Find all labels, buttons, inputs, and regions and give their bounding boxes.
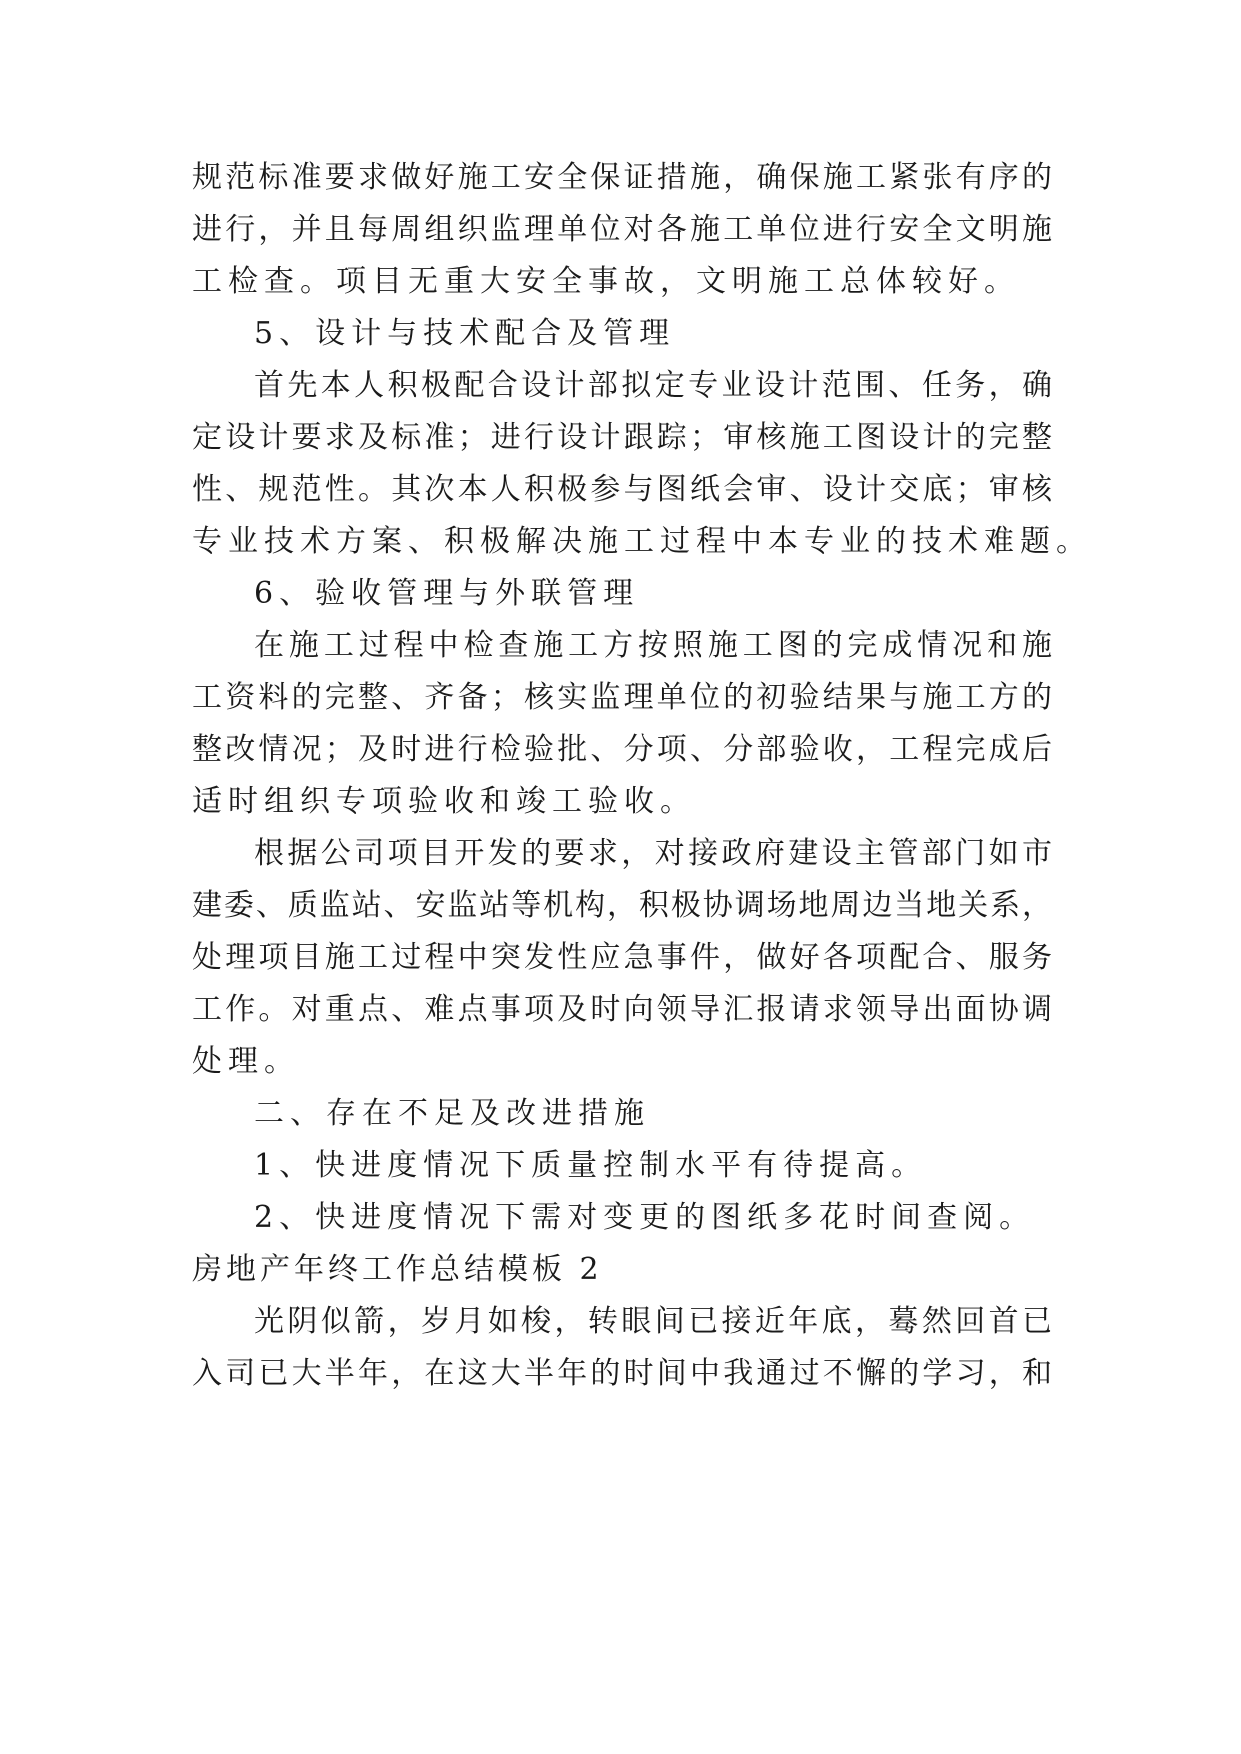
text-line: 专业技术方案、积极解决施工过程中本专业的技术难题。 (192, 524, 1092, 559)
text-line: 进行，并且每周组织监理单位对各施工单位进行安全文明施 (192, 212, 1052, 247)
list-item: 2、快进度情况下需对变更的图纸多花时间查阅。 (254, 1200, 1036, 1235)
text-line: 在施工过程中检查施工方按照施工图的完成情况和施 (254, 628, 1052, 663)
text-line: 建委、质监站、安监站等机构，积极协调场地周边当地关系， (192, 888, 1052, 923)
text-line: 整改情况；及时进行检验批、分项、分部验收，工程完成后 (192, 732, 1052, 767)
text-line: 工作。对重点、难点事项及时向领导汇报请求领导出面协调 (192, 992, 1052, 1027)
text-line: 适时组织专项验收和竣工验收。 (192, 784, 696, 819)
text-line: 性、规范性。其次本人积极参与图纸会审、设计交底；审核 (192, 472, 1052, 507)
text-line: 入司已大半年，在这大半年的时间中我通过不懈的学习，和 (192, 1356, 1052, 1391)
text-line: 光阴似箭，岁月如梭，转眼间已接近年底，蓦然回首已 (254, 1304, 1052, 1339)
text-line: 规范标准要求做好施工安全保证措施，确保施工紧张有序的 (192, 160, 1052, 195)
text-line: 首先本人积极配合设计部拟定专业设计范围、任务，确 (254, 368, 1052, 403)
list-item: 1、快进度情况下质量控制水平有待提高。 (254, 1148, 928, 1183)
text-line: 根据公司项目开发的要求，对接政府建设主管部门如市 (254, 836, 1052, 871)
text-line: 处理项目施工过程中突发性应急事件，做好各项配合、服务 (192, 940, 1052, 975)
section-heading: 5、设计与技术配合及管理 (254, 316, 676, 351)
document-title: 房地产年终工作总结模板 2 (192, 1252, 603, 1287)
section-heading: 二、存在不足及改进措施 (254, 1096, 650, 1131)
text-line: 定设计要求及标准；进行设计跟踪；审核施工图设计的完整 (192, 420, 1052, 455)
text-line: 工检查。项目无重大安全事故，文明施工总体较好。 (192, 264, 1020, 299)
section-heading: 6、验收管理与外联管理 (254, 576, 640, 611)
text-line: 工资料的完整、齐备；核实监理单位的初验结果与施工方的 (192, 680, 1052, 715)
text-line: 处理。 (192, 1044, 300, 1079)
